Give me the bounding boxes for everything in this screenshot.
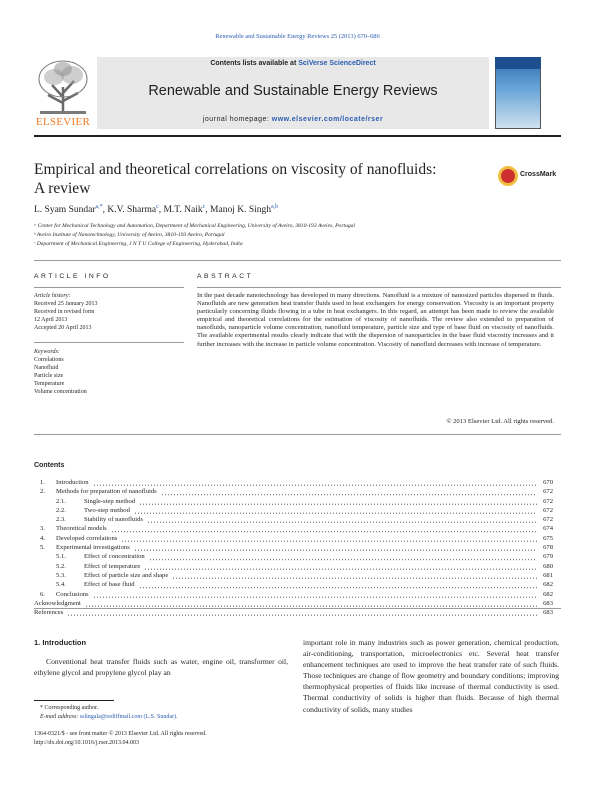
toc-leader-dots bbox=[134, 506, 537, 515]
affiliation-c: ᶜ Department of Mechanical Engineering, J N T U College of Engineering, Hyderabad, India bbox=[34, 241, 243, 247]
intro-right-column: important role in many industries such as power generation, chemical production, air-conditioning, transportation, microelectronics etc. Several heat transfer enhancement techniques are used to improve the heat transfer rate of such fluids. Those techniques are change of flow geometry and boundary conditions; improving thermophysical properties of fluids like increase of thermal conductivity is used. Thermal conductivity of solids is higher than fluids. Because of high thermal conductivity of solids, many studies bbox=[303, 638, 559, 714]
author-name[interactable]: Manoj K. Singh bbox=[210, 205, 272, 216]
keywords-block bbox=[34, 348, 184, 396]
toc-leader-dots bbox=[121, 534, 537, 543]
toc-page-number[interactable]: 670 bbox=[543, 479, 553, 486]
intro-left-text: Conventional heat transfer fluids such as water, engine oil, transformer oil, ethylene glycol and propylene glycol play an bbox=[34, 657, 288, 677]
article-history bbox=[34, 292, 184, 332]
toc-number: 5.4. bbox=[56, 581, 66, 589]
toc-leader-dots bbox=[139, 497, 537, 506]
journal-reference[interactable]: Renewable and Sustainable Energy Reviews 25 (2013) 670–686 bbox=[215, 33, 380, 40]
toc-row[interactable] bbox=[40, 562, 553, 571]
toc-leader-dots bbox=[67, 608, 537, 617]
keyword: Nanofluid bbox=[34, 365, 59, 371]
affiliation-divider bbox=[34, 260, 561, 261]
contents-available-line bbox=[97, 60, 489, 67]
article-title-line2: A review bbox=[34, 180, 91, 197]
email-label: E-mail address: bbox=[40, 714, 80, 720]
toc-label[interactable]: Developed correlations bbox=[56, 534, 118, 542]
toc-page-number[interactable]: 675 bbox=[543, 534, 553, 542]
copyright-notice: © 2013 Elsevier Ltd. All rights reserved. bbox=[446, 418, 554, 425]
toc-page-number[interactable]: 674 bbox=[543, 525, 553, 533]
toc-leader-dots bbox=[139, 580, 537, 589]
journal-homepage bbox=[97, 116, 489, 123]
toc-leader-dots bbox=[93, 590, 537, 599]
journal-cover-banner bbox=[495, 57, 541, 69]
toc-number: 3. bbox=[40, 525, 45, 533]
toc-page-number[interactable]: 682 bbox=[543, 590, 553, 598]
affiliation-a: ᵃ Center for Mechanical Technology and Automation, Department of Mechanical Engineering, University of Aveiro, 3810-193 Aveiro, Portugal bbox=[34, 223, 356, 229]
toc-number: 5.3. bbox=[56, 571, 66, 579]
toc-row[interactable] bbox=[40, 571, 553, 580]
toc-page-number[interactable]: 681 bbox=[543, 571, 553, 579]
toc-leader-dots bbox=[161, 487, 537, 496]
toc-row[interactable] bbox=[40, 497, 553, 506]
toc-number: 2.1. bbox=[56, 497, 66, 505]
header-divider bbox=[34, 135, 561, 137]
author-name[interactable]: K.V. Sharma bbox=[107, 205, 157, 216]
toc-number: 5. bbox=[40, 544, 45, 552]
toc-page-number[interactable]: 678 bbox=[543, 544, 553, 552]
history-line: 12 April 2013 bbox=[34, 317, 68, 323]
elsevier-wordmark: ELSEVIER bbox=[35, 116, 91, 128]
toc-label[interactable]: Introduction bbox=[56, 479, 89, 486]
table-of-contents bbox=[34, 478, 553, 617]
footnote-rule bbox=[34, 700, 114, 701]
keyword: Correlations bbox=[34, 357, 64, 363]
toc-page-number[interactable]: 672 bbox=[543, 516, 553, 524]
article-info-heading: ARTICLE INFO bbox=[34, 273, 111, 280]
toc-leader-dots bbox=[134, 543, 537, 552]
toc-label[interactable]: Stability of nanofluids bbox=[84, 516, 143, 524]
toc-label[interactable]: Effect of concentration bbox=[84, 553, 145, 561]
abstract-bottom-rule bbox=[34, 434, 561, 435]
keyword: Volume concentration bbox=[34, 389, 87, 395]
toc-page-number[interactable]: 672 bbox=[543, 497, 553, 505]
email-link[interactable]: sslingala@rediffmail.com bbox=[79, 714, 143, 720]
toc-leader-dots bbox=[172, 571, 537, 580]
toc-label[interactable]: Effect of particle size and shape bbox=[84, 571, 169, 579]
history-label: Article history: bbox=[34, 293, 71, 299]
doi-link[interactable]: http://dx.doi.org/10.1016/j.rser.2013.04.003 bbox=[34, 740, 140, 746]
toc-row[interactable] bbox=[40, 487, 553, 496]
author-affil-mark[interactable]: c bbox=[156, 204, 159, 210]
toc-row[interactable] bbox=[40, 506, 553, 515]
toc-row[interactable] bbox=[40, 590, 553, 599]
author-affil-mark[interactable]: a,* bbox=[95, 204, 103, 210]
toc-number: 2.3. bbox=[56, 516, 66, 524]
toc-row[interactable] bbox=[34, 608, 553, 617]
history-line: Received 25 January 2013 bbox=[34, 301, 98, 307]
email-name[interactable]: (L.S. Sundar). bbox=[143, 714, 178, 720]
intro-left-column bbox=[34, 656, 288, 678]
homepage-link[interactable]: www.elsevier.com/locate/rser bbox=[271, 116, 384, 123]
keyword: Particle size bbox=[34, 373, 64, 379]
toc-number: 6. bbox=[40, 590, 45, 598]
keyword: Temperature bbox=[34, 381, 65, 387]
toc-label[interactable]: Theoretical models bbox=[56, 525, 107, 533]
contents-bottom-rule bbox=[34, 608, 561, 609]
keywords-label: Keywords: bbox=[34, 349, 60, 355]
abstract-heading: ABSTRACT bbox=[197, 273, 254, 280]
author-affil-mark[interactable]: c bbox=[202, 204, 206, 210]
toc-page-number[interactable]: 683 bbox=[543, 609, 553, 617]
toc-label[interactable]: Methods for preparation of nanofluids bbox=[56, 488, 157, 496]
toc-row[interactable] bbox=[40, 543, 553, 552]
toc-leader-dots bbox=[93, 478, 537, 487]
contents-heading: Contents bbox=[34, 462, 65, 469]
toc-page-number[interactable]: 672 bbox=[543, 488, 553, 496]
toc-number: 2. bbox=[40, 488, 45, 496]
toc-row[interactable] bbox=[40, 534, 553, 543]
toc-leader-dots bbox=[111, 524, 537, 533]
article-title bbox=[34, 160, 474, 198]
affiliation-b: ᵇ Aveiro Institute of Nanotechnology, University of Aveiro, 3810-193 Aveiro, Portugal bbox=[34, 232, 225, 238]
abstract-body: In the past decade nanotechnology has developed in many directions. Nanofluid is a mixture of nanosized particles dispersed in fluids. Nanofluids are new generation heat transfer fluids used in heat exchangers for energy conservation. Viscosity is an important property particularly concerning fluids flowing in a tube in heat exchangers. In this regard, an attempt has been made to review the available empirical and theoretical correlations for the estimation of viscosity of nanofluids. The review also extended to preparation of nanofluids, nanoparticle volume concentration, nanofluid temperature, particle size and type of base fluid on viscosity of nanofluids. The available experimental results clearly indicate that with the dispersion of nanoparticles in the base fluid viscosity increases and it further increases with the increase in particle volume concentration. Viscosity of nanofluid decreases with increase of temperature. bbox=[197, 292, 554, 348]
author-list: L. Syam Sundar$^{a,*}$, K.V. Sharma$^c$, M.T. Naik$^c$, Manoj K. Singh$^{a,b}$ bbox=[34, 204, 279, 216]
email-footnote bbox=[40, 714, 178, 720]
toc-label[interactable]: Single-step method bbox=[84, 497, 136, 505]
toc-page-number[interactable]: 683 bbox=[543, 599, 553, 607]
toc-page-number[interactable]: 672 bbox=[543, 506, 553, 514]
toc-label[interactable]: Effect of temperature bbox=[84, 562, 141, 570]
toc-row[interactable] bbox=[40, 552, 553, 561]
toc-page-number[interactable]: 679 bbox=[543, 553, 553, 561]
toc-number: 5.1. bbox=[56, 553, 66, 561]
toc-row[interactable] bbox=[40, 478, 553, 487]
toc-row[interactable] bbox=[40, 515, 553, 524]
author-name[interactable]: L. Syam Sundar bbox=[34, 205, 96, 216]
toc-leader-dots bbox=[144, 562, 537, 571]
toc-row[interactable] bbox=[40, 524, 553, 533]
sciencedirect-link[interactable]: SciVerse ScienceDirect bbox=[298, 60, 376, 67]
toc-number: 4. bbox=[40, 534, 45, 542]
toc-leader-dots bbox=[147, 515, 537, 524]
toc-number: 1. bbox=[40, 479, 45, 486]
toc-leader-dots bbox=[85, 599, 537, 608]
crossmark-label[interactable]: CrossMark bbox=[520, 171, 557, 178]
toc-row[interactable] bbox=[34, 599, 553, 608]
issn-line: 1364-0321/$ - see front matter © 2013 Elsevier Ltd. All rights reserved. bbox=[34, 731, 207, 737]
abstract-rule bbox=[197, 287, 561, 288]
toc-row[interactable] bbox=[40, 580, 553, 589]
article-title-line1: Empirical and theoretical correlations on viscosity of nanofluids: bbox=[34, 161, 437, 178]
crossmark-icon[interactable] bbox=[498, 166, 518, 186]
toc-label[interactable]: Two-step method bbox=[84, 506, 130, 514]
toc-page-number[interactable]: 680 bbox=[543, 562, 553, 570]
journal-title: Renewable and Sustainable Energy Reviews bbox=[148, 83, 438, 99]
author-affil-mark[interactable]: a,b bbox=[271, 204, 279, 210]
author-name[interactable]: M.T. Naik bbox=[163, 205, 203, 216]
homepage-prefix: journal homepage: bbox=[202, 116, 272, 123]
keywords-rule bbox=[34, 342, 184, 343]
history-line: Accepted 20 April 2013 bbox=[34, 325, 92, 331]
toc-label[interactable]: Experimental investigations bbox=[56, 544, 130, 552]
toc-number: 5.2. bbox=[56, 562, 66, 570]
corresponding-author-note: * Corresponding author. bbox=[40, 705, 99, 711]
article-info-rule bbox=[34, 287, 184, 288]
toc-label[interactable]: Acknowledgment bbox=[34, 599, 81, 607]
toc-number: 2.2. bbox=[56, 506, 66, 514]
contents-prefix: Contents lists available at bbox=[210, 60, 299, 67]
history-line: Received in revised form bbox=[34, 309, 95, 315]
toc-label[interactable]: References bbox=[34, 609, 64, 617]
toc-page-number[interactable]: 682 bbox=[543, 581, 553, 589]
introduction-heading: 1. Introduction bbox=[34, 638, 87, 647]
toc-leader-dots bbox=[149, 552, 537, 561]
toc-label[interactable]: Conclusions bbox=[56, 590, 89, 598]
toc-label[interactable]: Effect of base fluid bbox=[84, 581, 135, 589]
